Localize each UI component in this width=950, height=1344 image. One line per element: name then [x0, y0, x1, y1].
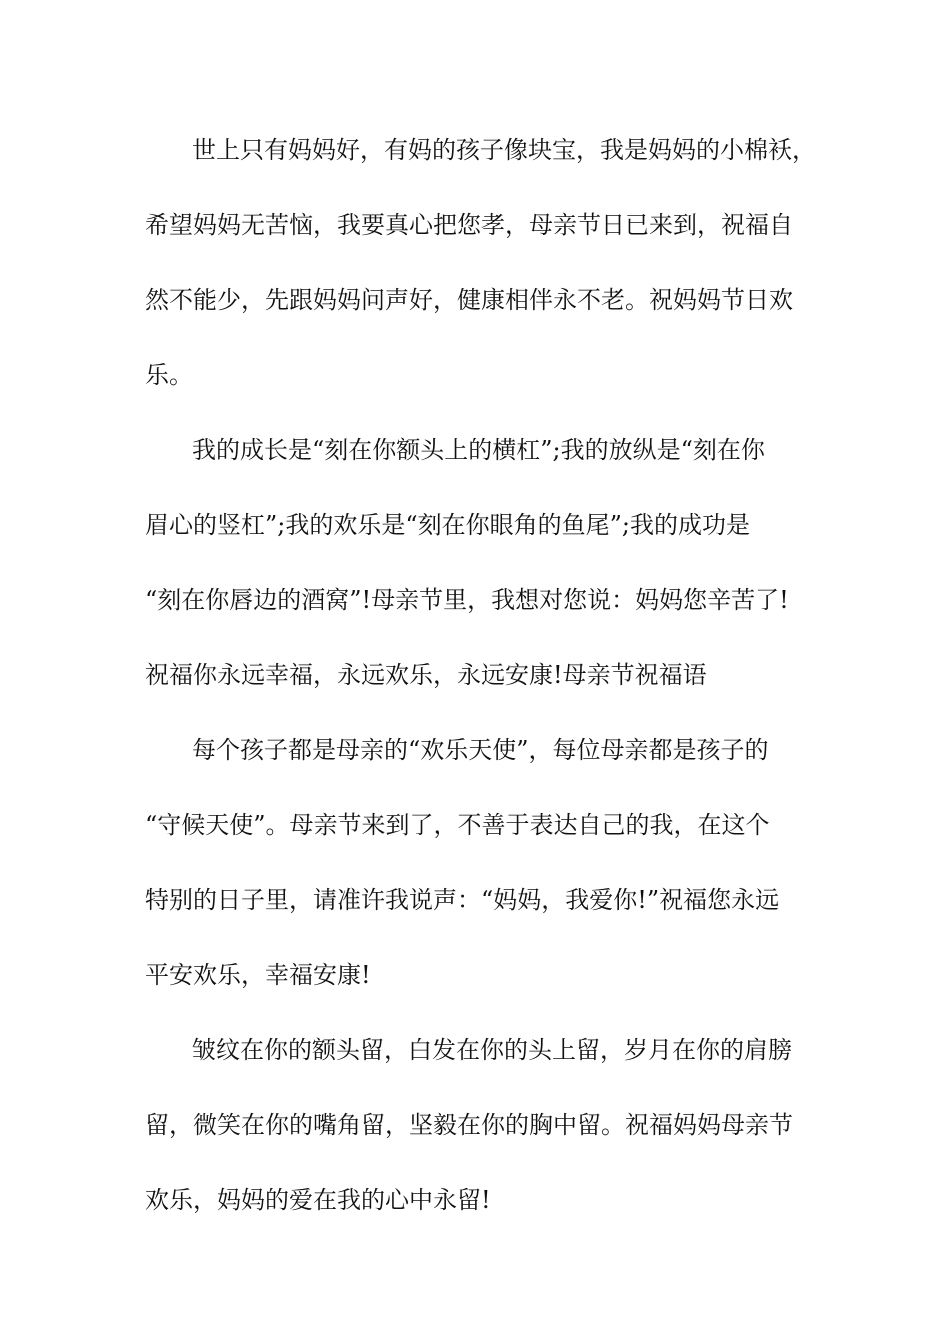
text-line: 祝福你永远幸福，永远欢乐，永远安康!母亲节祝福语 [145, 661, 707, 689]
text-line: 希望妈妈无苦恼，我要真心把您孝，母亲节日已来到，祝福自 [145, 211, 793, 239]
text-line: 然不能少，先跟妈妈问声好，健康相伴永不老。祝妈妈节日欢 [145, 286, 793, 314]
text-line: 眉心的竖杠”;我的欢乐是“刻在你眼角的鱼尾”;我的成功是 [145, 511, 750, 539]
text-line: 每个孩子都是母亲的“欢乐天使”，每位母亲都是孩子的 [192, 736, 769, 764]
text-line: 特别的日子里，请准许我说声：“妈妈，我爱你!”祝福您永远 [145, 886, 780, 914]
text-line: 乐。 [145, 361, 193, 389]
text-line: 留，微笑在你的嘴角留，坚毅在你的胸中留。祝福妈妈母亲节 [145, 1111, 793, 1139]
text-line: 我的成长是“刻在你额头上的横杠”;我的放纵是“刻在你 [192, 436, 765, 464]
text-line: 皱纹在你的额头留，白发在你的头上留，岁月在你的肩膀 [192, 1036, 792, 1064]
text-line: “刻在你唇边的酒窝”!母亲节里，我想对您说：妈妈您辛苦了! [145, 586, 789, 614]
text-line: 世上只有妈妈好，有妈的孩子像块宝，我是妈妈的小棉袄， [192, 136, 816, 164]
text-line: 平安欢乐，幸福安康! [145, 961, 371, 989]
text-line: 欢乐，妈妈的爱在我的心中永留! [145, 1186, 491, 1214]
text-line: “守候天使”。母亲节来到了，不善于表达自己的我，在这个 [145, 811, 770, 839]
